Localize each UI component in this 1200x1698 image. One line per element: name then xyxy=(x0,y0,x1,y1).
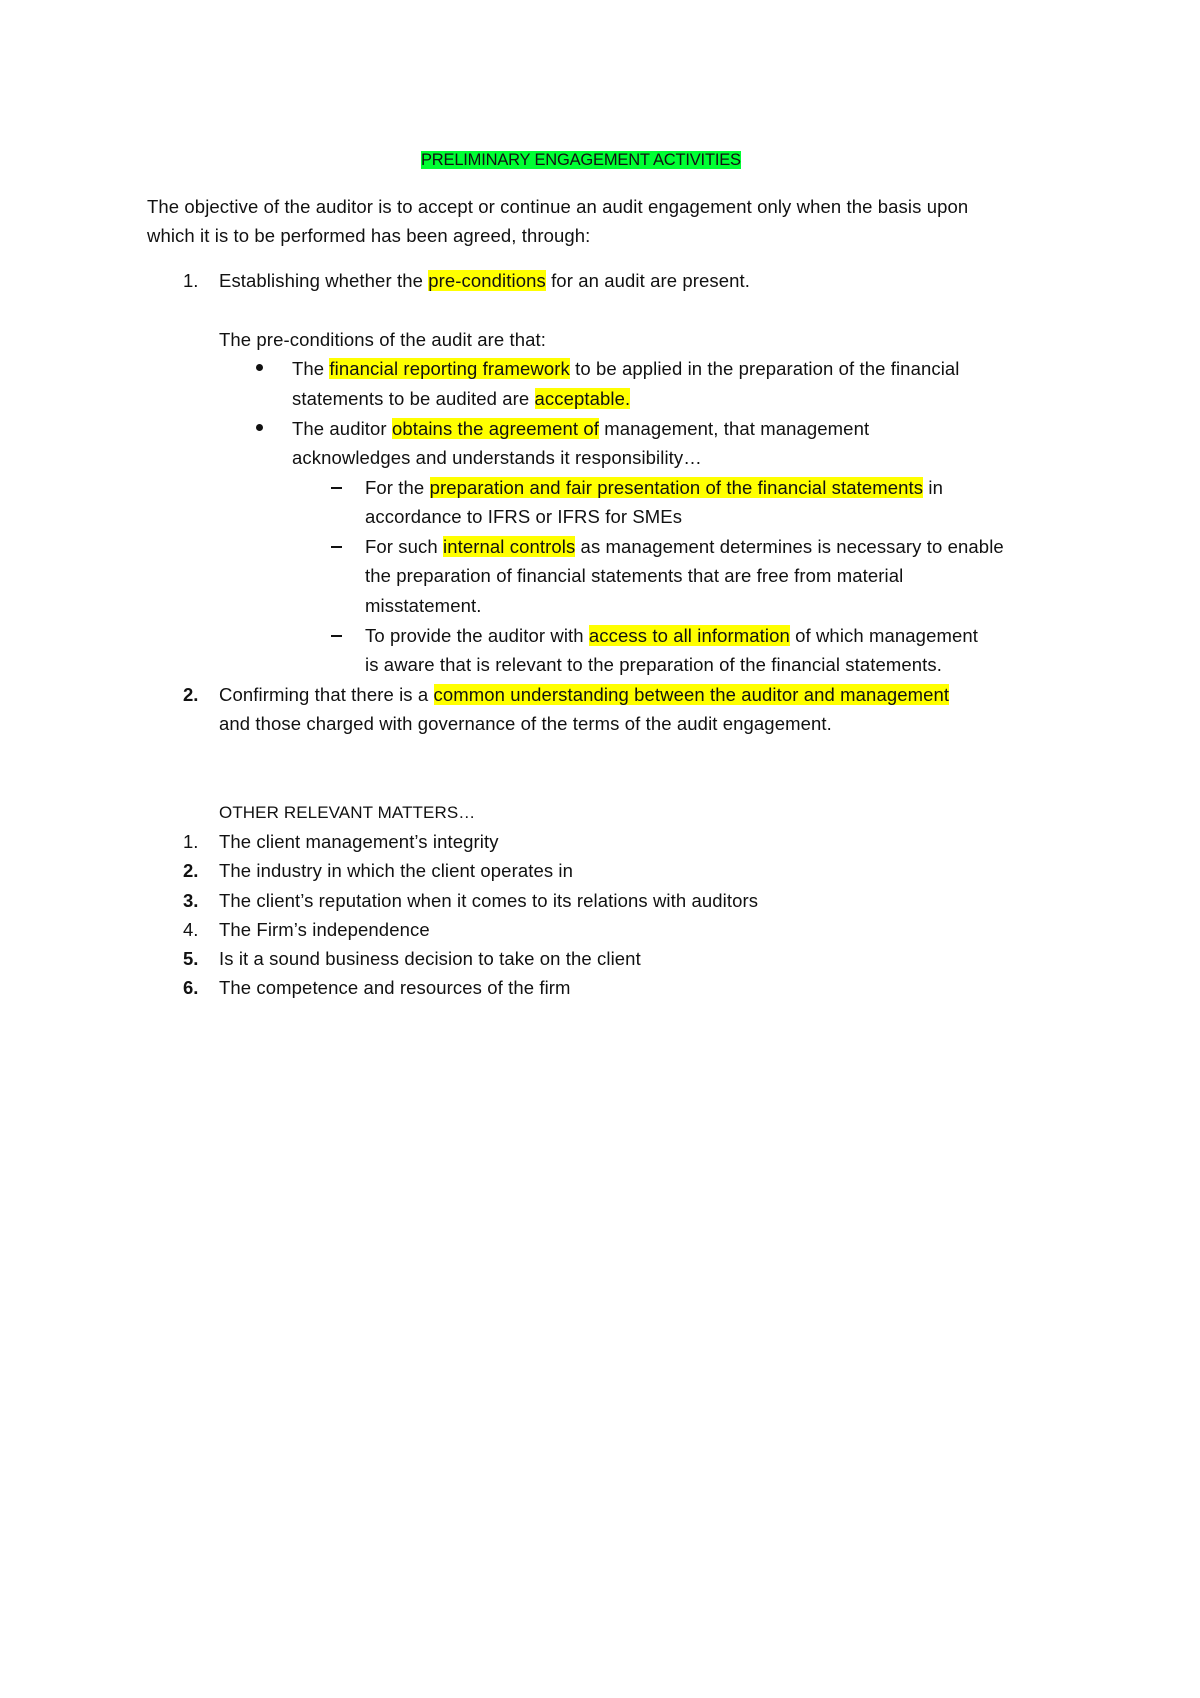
bullet-1-marker xyxy=(256,364,263,371)
item-2-pre: Confirming that there is a xyxy=(219,684,434,705)
other-item-3-number: 3. xyxy=(183,890,199,911)
dash-1-highlight: preparation and fair presentation of the financial statements xyxy=(429,477,924,498)
dash-2-line-1 xyxy=(365,535,1004,559)
bullet-1-post: to be applied in the preparation of the financial xyxy=(569,358,960,379)
other-item-6-number: 6. xyxy=(183,977,199,998)
dash-2-marker xyxy=(331,546,342,548)
bullet-2-line-2: acknowledges and understands it responsibility… xyxy=(292,447,702,468)
dash-1-line-2: accordance to IFRS or IFRS for SMEs xyxy=(365,506,683,527)
dash-3-highlight: access to all information xyxy=(588,625,790,646)
dash-2-highlight: internal controls xyxy=(443,536,576,557)
bullet-1-line-2-pre: statements to be audited are xyxy=(292,388,535,409)
bullet-2-post: management, that management xyxy=(599,418,870,439)
bullet-2-line-1 xyxy=(292,417,869,441)
other-heading: OTHER RELEVANT MATTERS… xyxy=(219,803,476,822)
dash-3-pre: To provide the auditor with xyxy=(365,625,589,646)
other-item-3-text: The client’s reputation when it comes to its relations with auditors xyxy=(219,890,759,911)
item-2-highlight: common understanding between the auditor and management xyxy=(433,684,950,705)
intro-line-1: The objective of the auditor is to accept or continue an audit engagement only when the basis upon xyxy=(147,196,969,217)
item-1-pre: Establishing whether the xyxy=(219,270,429,291)
dash-3-marker xyxy=(331,635,342,637)
item-1-post: for an audit are present. xyxy=(545,270,750,291)
dash-2-line-2: the preparation of financial statements that are free from material xyxy=(365,565,904,586)
item-2-line-1 xyxy=(219,683,949,707)
dash-1-marker xyxy=(331,487,342,489)
dash-3-line-2: is aware that is relevant to the preparation of the financial statements. xyxy=(365,654,943,675)
other-item-4-text: The Firm’s independence xyxy=(219,919,430,940)
other-item-5-number: 5. xyxy=(183,948,199,969)
bullet-1-pre: The xyxy=(292,358,330,379)
bullet-2-highlight: obtains the agreement of xyxy=(391,418,600,439)
other-item-2-number: 2. xyxy=(183,860,199,881)
bullet-2-pre: The auditor xyxy=(292,418,392,439)
dash-1-post: in xyxy=(923,477,943,498)
preconditions-intro: The pre-conditions of the audit are that: xyxy=(219,329,547,350)
other-item-6-text: The competence and resources of the firm xyxy=(219,977,571,998)
bullet-1-line-1 xyxy=(292,357,960,381)
item-1-highlight: pre-conditions xyxy=(428,270,546,291)
item-2-number: 2. xyxy=(183,684,199,705)
other-item-4-number: 4. xyxy=(183,919,199,940)
dash-3-line-1 xyxy=(365,624,978,648)
other-item-2-text: The industry in which the client operates in xyxy=(219,860,574,881)
bullet-1-line-2-highlight: acceptable. xyxy=(534,388,631,409)
dash-2-post: as management determines is necessary to enable xyxy=(575,536,1004,557)
other-item-5-text: Is it a sound business decision to take on the client xyxy=(219,948,641,969)
bullet-2-marker xyxy=(256,424,263,431)
dash-2-pre: For such xyxy=(365,536,444,557)
dash-2-line-3: misstatement. xyxy=(365,595,482,616)
title-highlight: PRELIMINARY ENGAGEMENT ACTIVITIES xyxy=(421,151,741,169)
item-2-line-2: and those charged with governance of the terms of the audit engagement. xyxy=(219,713,832,734)
item-1-text xyxy=(219,269,750,293)
bullet-1-line-2 xyxy=(292,387,630,411)
dash-1-line-1 xyxy=(365,476,943,500)
bullet-1-highlight: financial reporting framework xyxy=(329,358,570,379)
dash-1-pre: For the xyxy=(365,477,430,498)
other-item-1-number: 1. xyxy=(183,831,199,852)
page-title xyxy=(421,148,741,172)
dash-3-post: of which management xyxy=(789,625,978,646)
intro-line-2: which it is to be performed has been agreed, through: xyxy=(147,225,591,246)
item-1-number: 1. xyxy=(183,270,199,291)
other-item-1-text: The client management’s integrity xyxy=(219,831,499,852)
